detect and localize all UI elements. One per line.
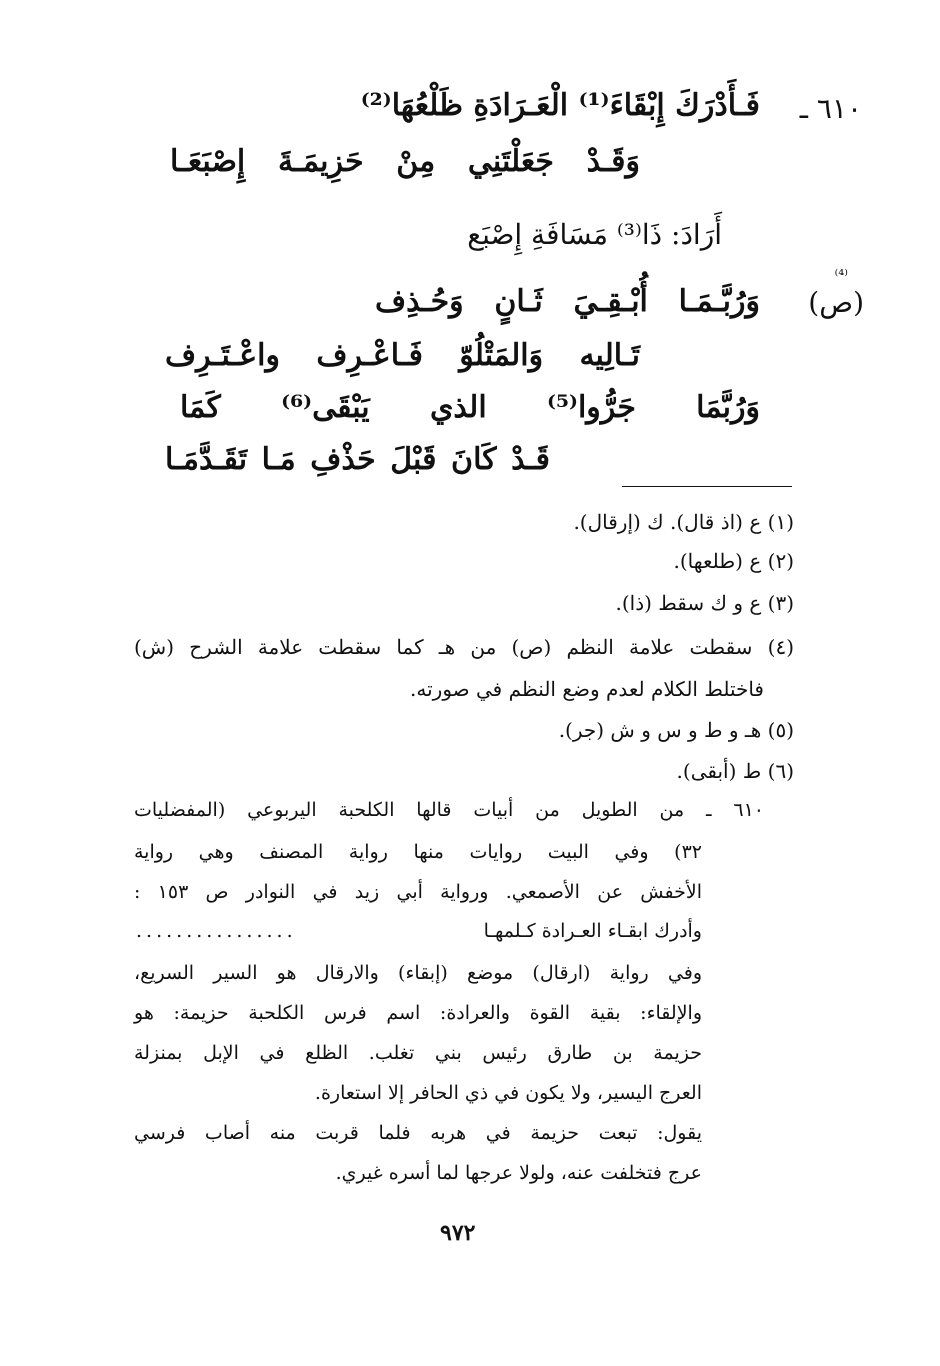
footnote-4-line-1: (٤) سقطت علامة النظم (ص) من هـ كما سقطت علامة الشرح (ش): [134, 635, 794, 659]
note-line-7: حزيمة بن طارق رئيس بني تغلب. الظلع في الإبل بمنزلة: [134, 1042, 702, 1064]
page-number: ٩٧٢: [440, 1220, 476, 1246]
footnote-1: (١) ع (اذ قال). ك (إرقال).: [573, 510, 794, 534]
note-line-6: والإلقاء: بقية القوة والعرادة: اسم فرس الكلحبة حزيمة: هو: [134, 1002, 702, 1024]
note-line-1: ٦١٠ ـ من الطويل من أبيات قالها الكلحبة اليربوعي (المفضليات: [134, 799, 764, 821]
nazm-line-3: وَرُبَّمَا جَرُّوا⁽⁵⁾ الذي يَبْقَى⁽⁶⁾ كَمَا: [180, 390, 760, 425]
note-line-10: عرج فتخلفت عنه، ولولا عرجها لما أسره غيري.: [335, 1162, 702, 1184]
note-line-9: يقول: تبعت حزيمة في هربه فلما قربت منه أصاب فرسي: [134, 1122, 702, 1144]
note-line-5: وفي رواية (ارقال) موضع (إبقاء) والارقال هو السير السريع،: [134, 962, 702, 984]
note-line-3: الأخفش عن الأصمعي. ورواية أبي زيد في النوادر ص ١٥٣ :: [134, 881, 702, 903]
footnote-4-line-2: فاختلط الكلام لعدم وضع النظم في صورته.: [410, 677, 764, 701]
verse-610-line-2: وَقَـدْ جَعَلْتَنِي مِنْ حَزِيمَـةَ إِصْبَعَـا: [170, 144, 640, 179]
nazm-line-2: تَـالِيه وَالمَتْلُوّ فَـاعْـرِف واعْـتَـرِف: [165, 338, 640, 373]
note-line-2: ٣٢) وفي البيت روايات منها رواية المصنف وهي رواية: [134, 841, 702, 863]
footnote-5: (٥) هـ و ط و س و ش (جر).: [558, 718, 794, 742]
nazm-marker: (ص): [808, 286, 864, 319]
verse-610-line-1: فَـأَدْرَكَ إِبْقَاءَ⁽¹⁾ الْعَـرَادَةِ ظَلْعُهَا⁽²⁾: [360, 88, 760, 123]
footnote-6: (٦) ط (أبقى).: [676, 759, 794, 783]
footnote-separator: [622, 486, 792, 487]
footnote-ref-4: ⁽⁴⁾: [834, 266, 848, 284]
note-line-4-dots: ................: [136, 920, 297, 942]
verse-number: ٦١٠ ـ: [799, 92, 862, 125]
commentary-line: أَرَادَ: ذَا⁽³⁾ مَسَافَةِ إِصْبَع: [467, 218, 722, 251]
nazm-line-4: قَـدْ كَانَ قَبْلَ حَذْفِ مَـا تَقَـدَّمَـا: [165, 442, 550, 477]
footnote-3: (٣) ع و ك سقط (ذا).: [615, 591, 794, 615]
footnote-2: (٢) ع (طلعها).: [673, 549, 794, 573]
note-line-8: العرج اليسير، ولا يكون في ذي الحافر إلا استعارة.: [314, 1082, 702, 1104]
note-line-4-quote: وأدرك ابقـاء العـرادة كـلمهـا: [483, 920, 702, 942]
nazm-line-1: وَرُبَّـمَـا أُبْـقِـيَ ثَـانٍ وَحُـذِف: [375, 284, 760, 319]
